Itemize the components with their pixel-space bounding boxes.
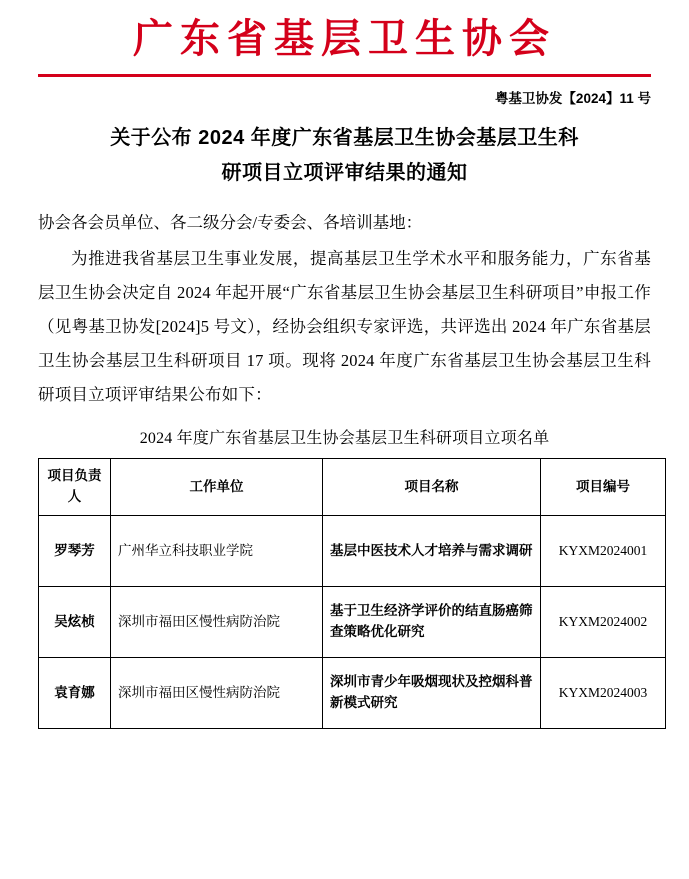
letterhead-divider	[38, 74, 651, 77]
cell-project-code: KYXM2024001	[541, 516, 666, 587]
table-row	[39, 587, 666, 658]
cell-unit: 广州华立科技职业学院	[111, 516, 323, 587]
cell-project-name: 基于卫生经济学评价的结直肠癌筛查策略优化研究	[323, 587, 541, 658]
cell-project-name: 深圳市青少年吸烟现状及控烟科普新模式研究	[323, 658, 541, 729]
table-row	[39, 658, 666, 729]
cell-unit: 深圳市福田区慢性病防治院	[111, 658, 323, 729]
document-number: 粤基卫协发【2024】11 号	[494, 91, 651, 106]
column-header-project-code: 项目编号	[541, 459, 666, 516]
cell-project-code: KYXM2024003	[541, 658, 666, 729]
body-paragraph-1: 为推进我省基层卫生事业发展，提高基层卫生学术水平和服务能力，广东省基层卫生协会决定自 2024 年起开展“广东省基层卫生协会基层卫生科研项目”申报工作（见粤基卫协发[2024]5 号文），经协会组织专家评选，共评选出 2024 年广东省基层卫生协会基层卫生科研项目 17 项。现将 2024 年度广东省基层卫生协会基层卫生科研项目立项评审结果公布如下：	[38, 249, 651, 404]
organization-title: 广东省基层卫生协会	[133, 17, 556, 61]
column-header-project-name: 项目名称	[323, 459, 541, 516]
cell-leader: 袁育娜	[39, 658, 111, 729]
cell-leader: 罗琴芳	[39, 516, 111, 587]
cell-project-code: KYXM2024002	[541, 587, 666, 658]
table-caption: 2024 年度广东省基层卫生协会基层卫生科研项目立项名单	[139, 430, 550, 448]
salutation: 协会各会员单位、各二级分会/专委会、各培训基地：	[38, 213, 423, 232]
letterhead	[38, 0, 651, 77]
column-header-leader: 项目负责人	[39, 459, 111, 516]
project-table	[38, 458, 666, 729]
cell-leader: 吴炫桢	[39, 587, 111, 658]
page-title-line-2: 研项目立项评审结果的通知	[221, 162, 468, 184]
column-header-unit: 工作单位	[111, 459, 323, 516]
page-title-line-1: 关于公布 2024 年度广东省基层卫生协会基层卫生科	[110, 127, 579, 149]
page-title	[46, 121, 643, 191]
cell-project-name: 基层中医技术人才培养与需求调研	[323, 516, 541, 587]
cell-unit: 深圳市福田区慢性病防治院	[111, 587, 323, 658]
table-row	[39, 516, 666, 587]
table-header-row	[39, 459, 666, 516]
